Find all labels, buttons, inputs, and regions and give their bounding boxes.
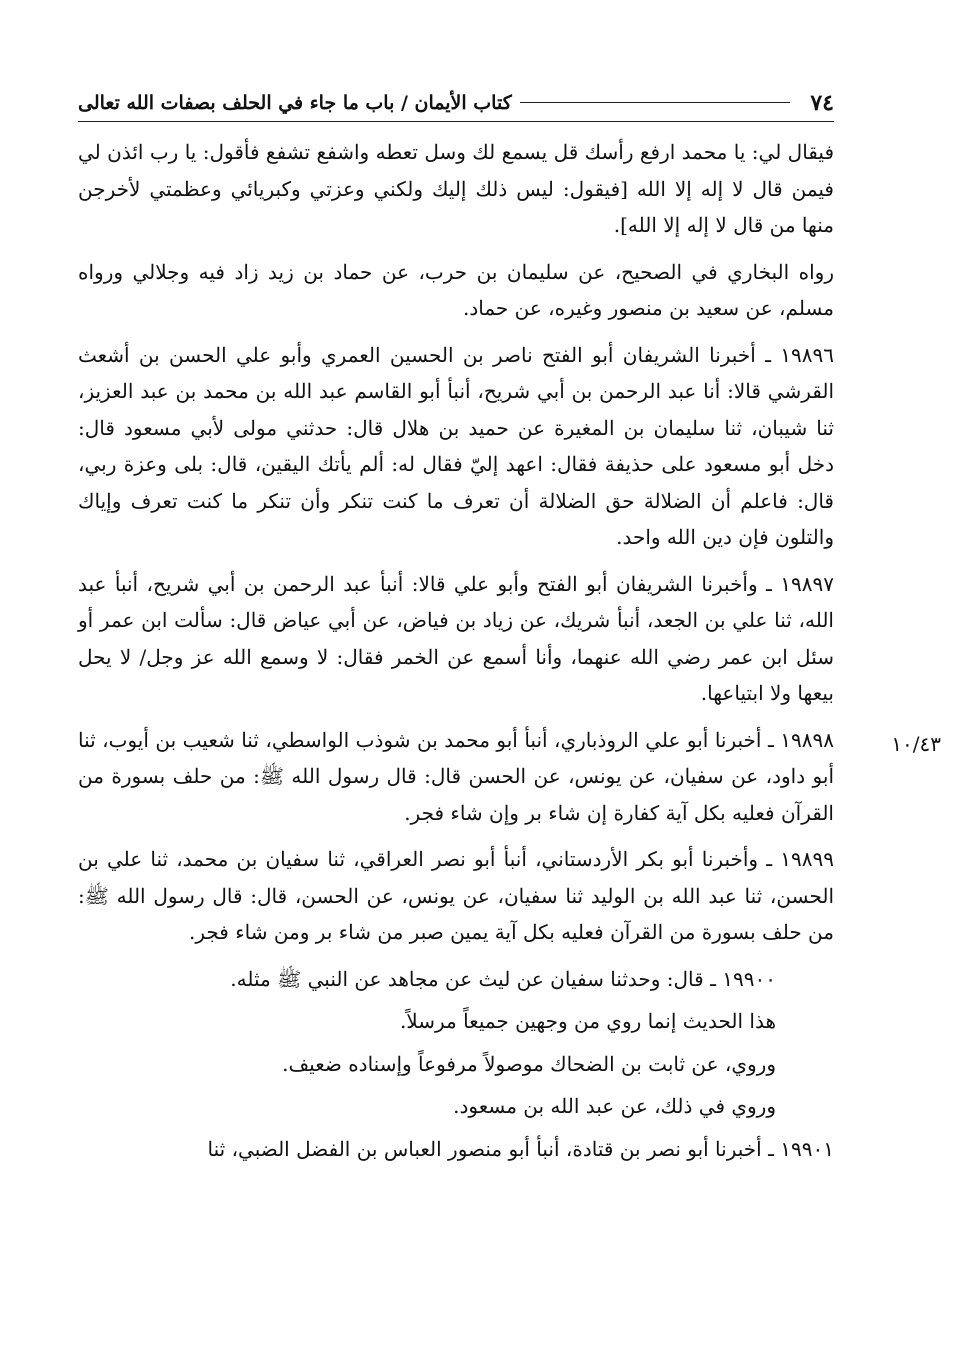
header-rule — [520, 102, 791, 103]
main-text — [78, 134, 834, 1177]
running-title: كتاب الأيمان / باب ما جاء في الحلف بصفات الله تعالى — [78, 91, 512, 114]
hadith-19901: ١٩٩٠١ ـ أخبرنا أبو نصر بن قتادة، أنبأ أبو منصور العباس بن الفضل الضبي، ثنا — [207, 1136, 834, 1161]
hadith-19897: ١٩٨٩٧ ـ وأخبرنا الشريفان أبو الفتح وأبو علي قالا: أنبأ عبد الرحمن بن أبي شريح، أنبأ عبد الله، ثنا علي بن الجعد، أنبأ شريك، عن زياد بن فياض، عن أبي عياض قال: سألت ابن عمر أو سئل ابن عمر رضي الله عنهما، وأنا أسمع عن الخمر فقال: لا وسمع الله عز وجل/ لا يحل بيعها ولا ابتياعها. — [78, 571, 834, 705]
paragraph-continuation: فيقال لي: يا محمد ارفع رأسك قل يسمع لك وسل تعطه واشفع تشفع فأقول: يا رب ائذن لي فيمن قال لا إله إلا الله [فيقول: ليس ذلك إليك ولكني وعزتي وكبريائي وعظمتي لأخرجن منها من قال لا إله إلا الله]. — [78, 140, 834, 237]
page-header — [78, 88, 834, 122]
paragraph-attribution: رواه البخاري في الصحيح، عن سليمان بن حرب، عن حماد بن زيد زاد فيه وجلالي ورواه مسلم، عن سعيد بن منصور وغيره، عن حماد. — [78, 259, 834, 320]
hadith-19896: ١٩٨٩٦ ـ أخبرنا الشريفان أبو الفتح ناصر بن الحسين العمري وأبو علي الحسن بن أشعث القرشي قالا: أنا عبد الرحمن بن أبي شريح، أنبأ أبو القاسم عبد الله بن محمد بن عبد العزيز، ثنا شيبان، ثنا سليمان بن المغيرة عن حميد بن هلال قال: حدثني مولى لأبي مسعود قال: دخل أبو مسعود على حذيفة فقال: اعهد إليّ فقال له: ألم يأتك اليقين، قال: بلى وعزة ربي، قال: فاعلم أن الضلالة حق الضلالة أن تعرف ما كنت تنكر وأن تنكر ما كنت تعرف وإياك والتلون فإن دين الله واحد. — [78, 342, 834, 549]
hadith-19900: ١٩٩٠٠ ـ قال: وحدثنا سفيان عن ليث عن مجاهد عن النبي ﷺ مثله. — [230, 966, 776, 991]
margin-reference: ١٠/٤٣ — [891, 732, 941, 756]
hadith-19899: ١٩٨٩٩ ـ وأخبرنا أبو بكر الأردستاني، أنبأ أبو نصر العراقي، ثنا سفيان بن محمد، ثنا علي بن الحسن، ثنا عبد الله بن الوليد ثنا سفيان، عن يونس، عن الحسن، قال: قال رسول الله ﷺ: من حلف بسورة من القرآن فعليه بكل آية يمين صبر من شاء بر ومن شاء فجر. — [78, 847, 834, 944]
page-number: ٧٤ — [810, 89, 834, 116]
commentary-line-2: وروي، عن ثابت بن الضحاك موصولاً مرفوعاً وإسناده ضعيف. — [282, 1051, 776, 1076]
commentary-line-1: هذا الحديث إنما روي من وجهين جميعاً مرسلاً. — [399, 1009, 776, 1033]
commentary-line-3: وروي في ذلك، عن عبد الله بن مسعود. — [453, 1094, 776, 1118]
hadith-19898: ١٩٨٩٨ ـ أخبرنا أبو علي الروذباري، أنبأ أبو محمد بن شوذب الواسطي، ثنا شعيب بن أيوب، ثنا أبو داود، عن سفيان، عن يونس، عن الحسن قال: قال رسول الله ﷺ: من حلف بسورة من القرآن فعليه بكل آية كفارة إن شاء بر وإن شاء فجر. — [78, 727, 834, 825]
